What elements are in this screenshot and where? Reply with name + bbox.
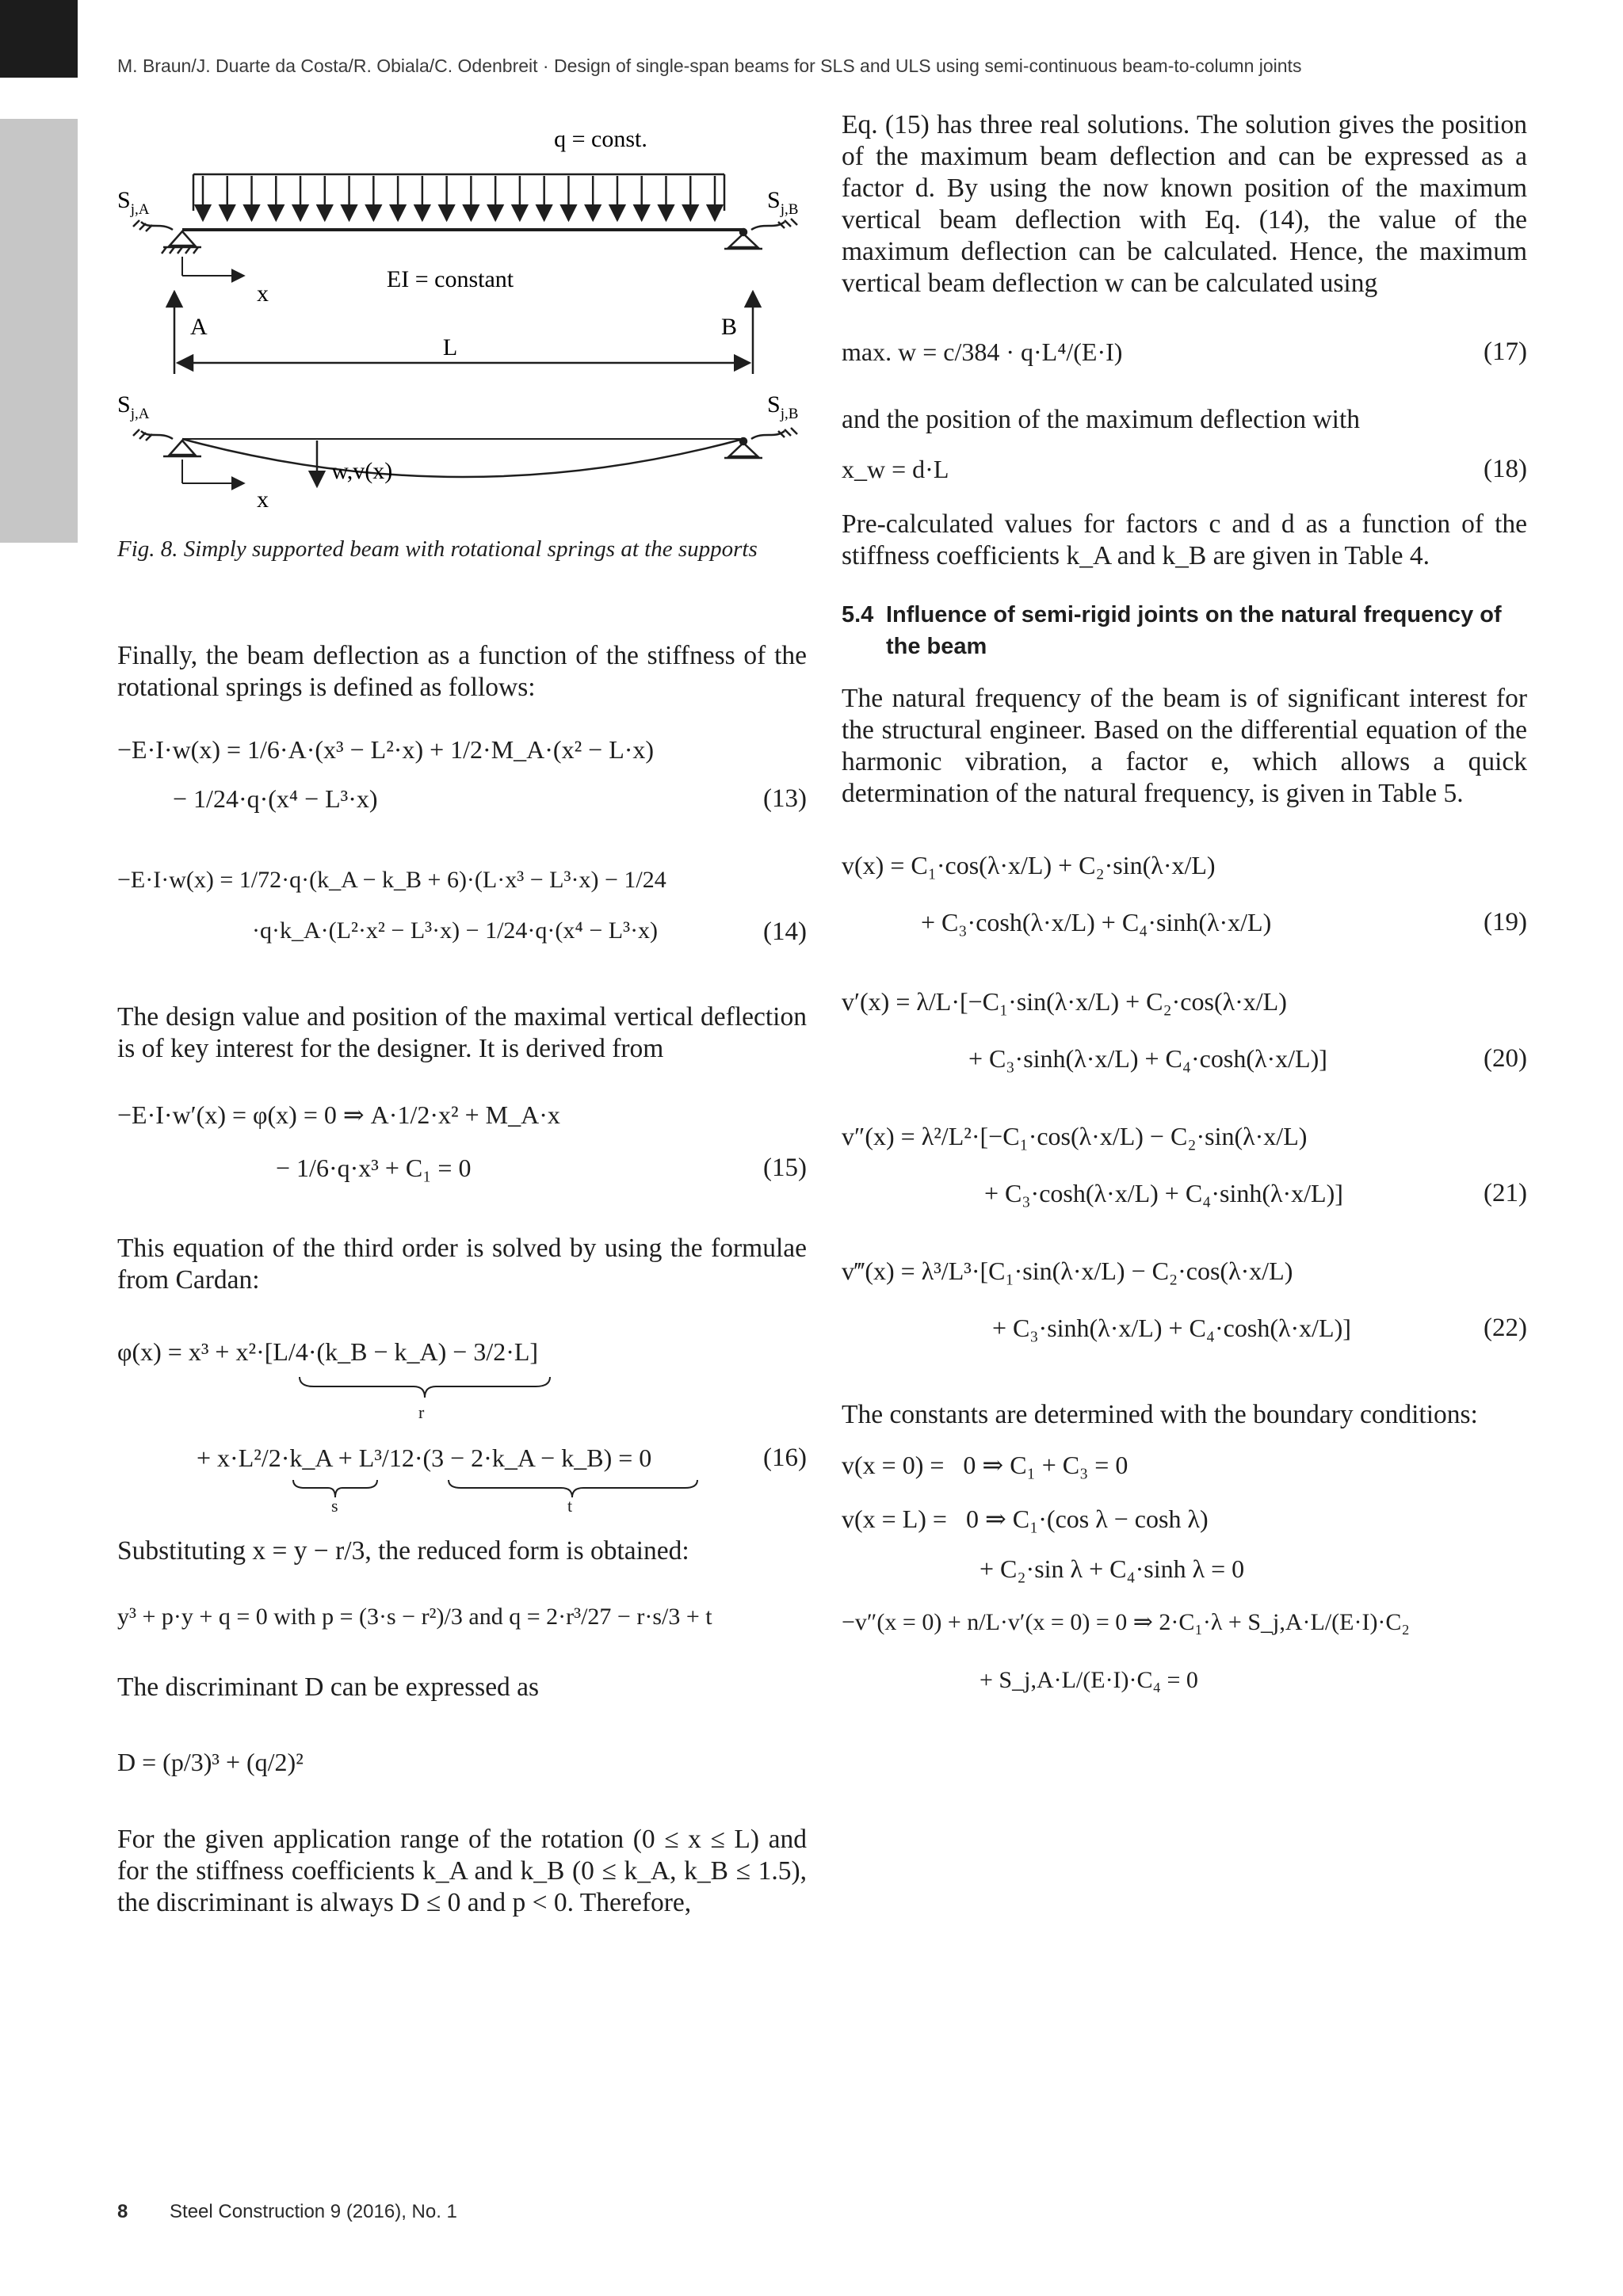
figure-caption: Fig. 8. Simply supported beam with rotational springs at the supports xyxy=(117,536,758,562)
load-label: q = const. xyxy=(554,126,647,152)
spring-label-b-bottom: $S_{j,B}$ xyxy=(767,391,799,422)
paragraph-cardan: This equation of the third order is solved by using the formulae from Cardan: xyxy=(117,1234,807,1295)
running-head: M. Braun/J. Duarte da Costa/R. Obiala/C. Odenbreit · Design of single-span beams for SLS and ULS using semi-continuous beam-to-column joints xyxy=(117,55,1302,76)
equation-discriminant: D = (p/3)³ + (q/2)² xyxy=(117,1748,304,1776)
support-left-top xyxy=(133,220,201,254)
equation-21: v″(x) = λ²/L²·[−C₁·cos(λ·x/L) − C₂·sin(λ·x/L) + C₃·cosh(λ·x/L) + C₄·sinh(λ·x/L)] (21) xyxy=(842,1122,1527,1207)
section-heading-5-4: 5.4 Influence of semi-rigid joints on the natural frequency of the beam xyxy=(842,602,1502,659)
equation-22: v‴(x) = λ³/L³·[C₁·sin(λ·x/L) − C₂·cos(λ·x/L) + C₃·sinh(λ·x/L) + C₄·cosh(λ·x/L)] (22) xyxy=(842,1257,1527,1342)
equation-18: x_w = d·L (18) xyxy=(842,455,1527,483)
left-column xyxy=(117,95,807,1919)
equation-17: max. w = c/384 · q·L⁴/(E·I) (17) xyxy=(842,338,1527,366)
equation-16: φ(x) = x³ + x²·[L/4·(k_B − k_A) − 3/2·L] r + x·L²/2·k_A + L³/12·(3 − 2·k_A − k_B) = 0 s t (16) xyxy=(117,1337,807,1516)
deflection-label: w,v(x) xyxy=(331,458,393,484)
equation-19: v(x) = C₁·cos(λ·x/L) + C₂·sin(λ·x/L) + C₃·cosh(λ·x/L) + C₄·sinh(λ·x/L) (19) xyxy=(842,851,1527,936)
paragraph-boundary-conditions: The constants are determined with the boundary conditions: xyxy=(842,1400,1478,1429)
right-column xyxy=(842,109,1527,1724)
corner-marker xyxy=(0,0,78,78)
support-right-top xyxy=(724,219,797,249)
paragraph-substituting: Substituting x = y − r/3, the reduced form is obtained: xyxy=(117,1536,689,1566)
brace-t xyxy=(447,1478,701,1501)
equation-15: −E·I·w′(x) = φ(x) = 0 ⇒ A·1/2·x² + M_A·x − 1/6·q·x³ + C₁ = 0 (15) xyxy=(117,1100,807,1182)
paragraph-design-value: The design value and position of the maximal vertical deflection is of key interest for the designer. It is derived from xyxy=(117,1002,807,1063)
paragraph-application-range: For the given application range of the rotation (0 ≤ x ≤ L) and for the stiffness coefficients k_A and k_B (0 ≤ k_A, k_B ≤ 1.5), the discriminant is always D ≤ 0 and p < 0. Therefore, xyxy=(117,1825,807,1917)
page-footer xyxy=(117,2201,457,2223)
x-label-bottom: x xyxy=(257,486,269,513)
support-left-bottom xyxy=(133,429,201,456)
reaction-a: A xyxy=(190,314,208,340)
equation-reduced-form: y³ + p·y + q = 0 with p = (3·s − r²)/3 and q = 2·r³/27 − r·s/3 + t xyxy=(117,1604,712,1630)
side-tab-marker xyxy=(0,119,78,543)
paragraph-natural-frequency: The natural frequency of the beam is of significant interest for the structural engineer. Based on the differential equation of the harmonic vibration, a factor e, which allows a quick determination of the natural frequency, is given in Table 5. xyxy=(842,684,1527,808)
distributed-load xyxy=(193,174,724,211)
paragraph-precalculated: Pre-calculated values for factors c and d as a function of the stiffness coefficients k_A and k_B are given in Table 4. xyxy=(842,509,1527,570)
equation-20: v′(x) = λ/L·[−C₁·sin(λ·x/L) + C₂·cos(λ·x/L) + C₃·sinh(λ·x/L) + C₄·cosh(λ·x/L)] (20) xyxy=(842,987,1527,1073)
equation-13: −E·I·w(x) = 1/6·A·(x³ − L²·x) + 1/2·M_A·(x² − L·x) − 1/24·q·(x⁴ − L³·x) (13) xyxy=(117,735,807,813)
paragraph-eq15-solutions: Eq. (15) has three real solutions. The solution gives the position of the maximum beam deflection and can be expressed as a factor d. By using the now known position of the maximum vertical beam deflection with Eq. (14), the value of the maximum deflection can be calculated. Hence, the maximum vertical beam deflection w can be calculated using xyxy=(842,110,1527,298)
paragraph-discriminant: The discriminant D can be expressed as xyxy=(117,1672,540,1702)
page-number: 8 xyxy=(117,2201,128,2222)
equation-14: −E·I·w(x) = 1/72·q·(k_A − k_B + 6)·(L·x³ − L³·x) − 1/24 ·q·k_A·(L²·x² − L³·x) − 1/24·q·(x⁴ − L³·x) (14) xyxy=(117,867,807,946)
boundary-conditions: v(x = 0) = 0 ⇒ C₁ + C₃ = 0 v(x = L) = 0 ⇒ C₁·(cos λ − cosh λ) + C₂·sin λ + C₄·sinh λ = 0 −v″(x = 0) + n/L·v′(x = 0) = 0 ⇒ 2·C₁·λ + S_j,A·L/(E·I)·C₂ + S_j,A·L/(E·I)·C₄ = 0 xyxy=(842,1451,1410,1693)
figure-8-beam-diagram xyxy=(117,111,807,523)
paragraph-position: and the position of the maximum deflection with xyxy=(842,405,1361,434)
paragraph-finally: Finally, the beam deflection as a function of the stiffness of the rotational springs is defined as follows: xyxy=(117,641,807,702)
spring-label-b-top: $S_{j,B}$ xyxy=(767,187,799,218)
reaction-b: B xyxy=(721,314,738,340)
brace-r xyxy=(298,1375,552,1404)
spring-label-a-bottom: $S_{j,A}$ xyxy=(117,391,150,422)
span-label: L xyxy=(442,334,458,360)
ei-label: EI = constant xyxy=(386,266,514,292)
spring-label-a-top: $S_{j,A}$ xyxy=(117,187,150,218)
load-arrows xyxy=(203,176,715,220)
deflected-beam xyxy=(182,439,743,477)
x-label-top: x xyxy=(257,280,269,307)
journal-citation: Steel Construction 9 (2016), No. 1 xyxy=(170,2201,457,2222)
support-right-bottom xyxy=(724,428,797,458)
